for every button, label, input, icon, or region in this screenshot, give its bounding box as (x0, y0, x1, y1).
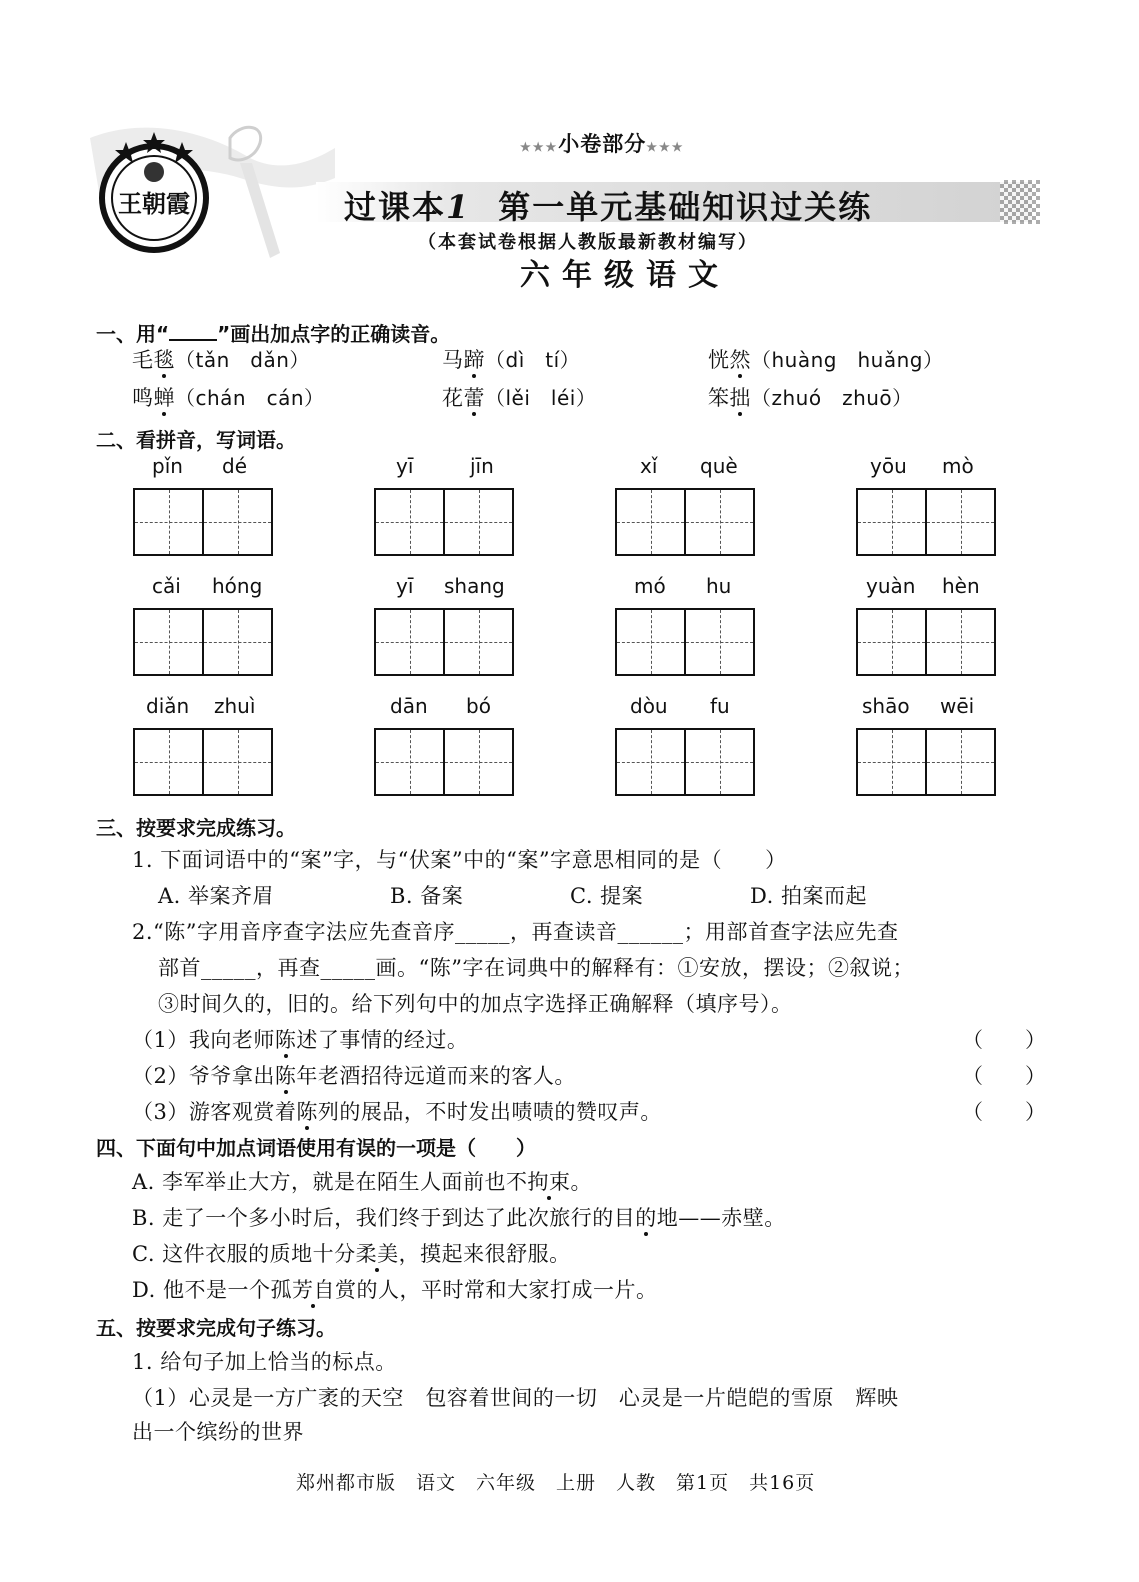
pinyin-label: yōu (870, 454, 907, 478)
writing-grid[interactable] (374, 728, 514, 796)
writing-grid[interactable] (856, 728, 996, 796)
page-title (344, 182, 872, 228)
pinyin-label: bó (466, 694, 491, 718)
pinyin-label: diǎn (146, 694, 190, 718)
pinyin-label: fu (710, 694, 730, 718)
q3-sentence-2: 2.“陈”字用音序查字法应先查音序_____，再查读音______；用部首查字法应先查 (132, 920, 899, 944)
writing-grid[interactable] (856, 608, 996, 676)
q1-heading: 一、用“ ”画出加点字的正确读音。 (96, 322, 451, 346)
q1-item: 恍然（huàng huǎng） (708, 348, 944, 372)
q3-sub-1: （1）我向老师陈述了事情的经过。 (132, 1028, 469, 1052)
q5-line-2: 出一个缤纷的世界 (132, 1420, 304, 1444)
answer-blank[interactable]: （ ） (962, 1100, 1046, 1124)
pinyin-label: què (700, 454, 738, 478)
pinyin-label: hèn (942, 574, 980, 598)
q3-option-a: A. 举案齐眉 (158, 884, 275, 908)
pinyin-label: yuàn (866, 574, 916, 598)
answer-blank[interactable]: （ ） (962, 1028, 1046, 1052)
q5-sentence-1: 1. 给句子加上恰当的标点。 (132, 1350, 397, 1374)
q3-heading: 三、按要求完成练习。 (96, 816, 296, 840)
writing-grid[interactable] (133, 728, 273, 796)
writing-grid[interactable] (374, 488, 514, 556)
q4-option-b: B. 走了一个多小时后，我们终于到达了此次旅行的目的地——赤壁。 (132, 1206, 786, 1230)
q3-option-c: C. 提案 (570, 884, 644, 908)
q3-sub-3: （3）游客观赏着陈列的展品，不时发出啧啧的赞叹声。 (132, 1100, 662, 1124)
q3-option-b: B. 备案 (390, 884, 464, 908)
section-tag: ★★★小卷部分★★★ (520, 131, 685, 156)
q4-option-a: A. 李军举止大方，就是在陌生人面前也不拘束。 (132, 1170, 593, 1194)
pinyin-label: cǎi (152, 574, 181, 598)
q3-sub-2: （2）爷爷拿出陈年老酒招待远道而来的客人。 (132, 1064, 576, 1088)
pinyin-label: wēi (940, 694, 975, 718)
pinyin-label: shāo (862, 694, 910, 718)
pinyin-label: jīn (470, 454, 494, 478)
q3-sentence-2-cont: ③时间久的，旧的。给下列句中的加点字选择正确解释（填序号）。 (158, 992, 793, 1016)
pinyin-label: mò (942, 454, 974, 478)
pinyin-label: shang (444, 574, 505, 598)
q3-sentence-2-cont: 部首_____，再查_____画。“陈”字在词典中的解释有：①安放，摆设；②叙说； (158, 956, 914, 980)
grade-subject-title: 六年级语文 (520, 258, 730, 293)
pinyin-label: pǐn (152, 454, 183, 478)
logo-text: 王朝霞 (118, 189, 190, 218)
title-prefix: 过课本 (344, 188, 447, 226)
q1-item: 鸣蝉（chán cán） (132, 386, 325, 410)
q4-option-d: D. 他不是一个孤芳自赏的人，平时常和大家打成一片。 (132, 1278, 658, 1302)
pinyin-label: dé (222, 454, 247, 478)
q3-sentence-1: 1. 下面词语中的“案”字，与“伏案”中的“案”字意思相同的是（ ） (132, 848, 787, 872)
pinyin-label: xǐ (640, 454, 658, 478)
pinyin-label: mó (634, 574, 666, 598)
star-icon: ★★★ (646, 140, 685, 154)
q2-heading: 二、看拼音，写词语。 (96, 428, 296, 452)
pinyin-label: yī (396, 574, 414, 598)
q5-line-1: （1）心灵是一方广袤的天空 包容着世间的一切 心灵是一片皑皑的雪原 辉映 (132, 1386, 899, 1410)
q4-heading: 四、下面句中加点词语使用有误的一项是（ ） (96, 1136, 536, 1160)
q1-item: 马蹄（dì tí） (442, 348, 581, 372)
checker-decoration (1000, 180, 1040, 224)
writing-grid[interactable] (615, 488, 755, 556)
q1-item: 花蕾（lěi léi） (442, 386, 597, 410)
writing-grid[interactable] (133, 488, 273, 556)
pinyin-label: dòu (630, 694, 668, 718)
writing-grid[interactable] (856, 488, 996, 556)
answer-blank[interactable]: （ ） (962, 1064, 1046, 1088)
star-icon: ★★★ (520, 140, 559, 154)
q3-option-d: D. 拍案而起 (750, 884, 867, 908)
page-subtitle: （本套试卷根据人教版最新教材编写） (418, 232, 758, 253)
writing-grid[interactable] (133, 608, 273, 676)
title-number: 1 (446, 188, 471, 226)
q1-item: 笨拙（zhuó zhuō） (708, 386, 913, 410)
pinyin-label: hu (706, 574, 732, 598)
q4-option-c: C. 这件衣服的质地十分柔美，摸起来很舒服。 (132, 1242, 571, 1266)
title-main: 第一单元基础知识过关练 (498, 188, 873, 226)
pinyin-label: hóng (212, 574, 263, 598)
publisher-logo (96, 128, 212, 258)
writing-grid[interactable] (374, 608, 514, 676)
pinyin-label: dān (390, 694, 428, 718)
writing-grid[interactable] (615, 608, 755, 676)
page-footer: 郑州都市版 语文 六年级 上册 人教 第1页 共16页 (296, 1472, 816, 1494)
pinyin-label: zhuì (214, 694, 256, 718)
writing-grid[interactable] (615, 728, 755, 796)
pinyin-label: yī (396, 454, 414, 478)
q5-heading: 五、按要求完成句子练习。 (96, 1316, 336, 1340)
q1-item: 毛毯（tǎn dǎn） (132, 348, 310, 372)
